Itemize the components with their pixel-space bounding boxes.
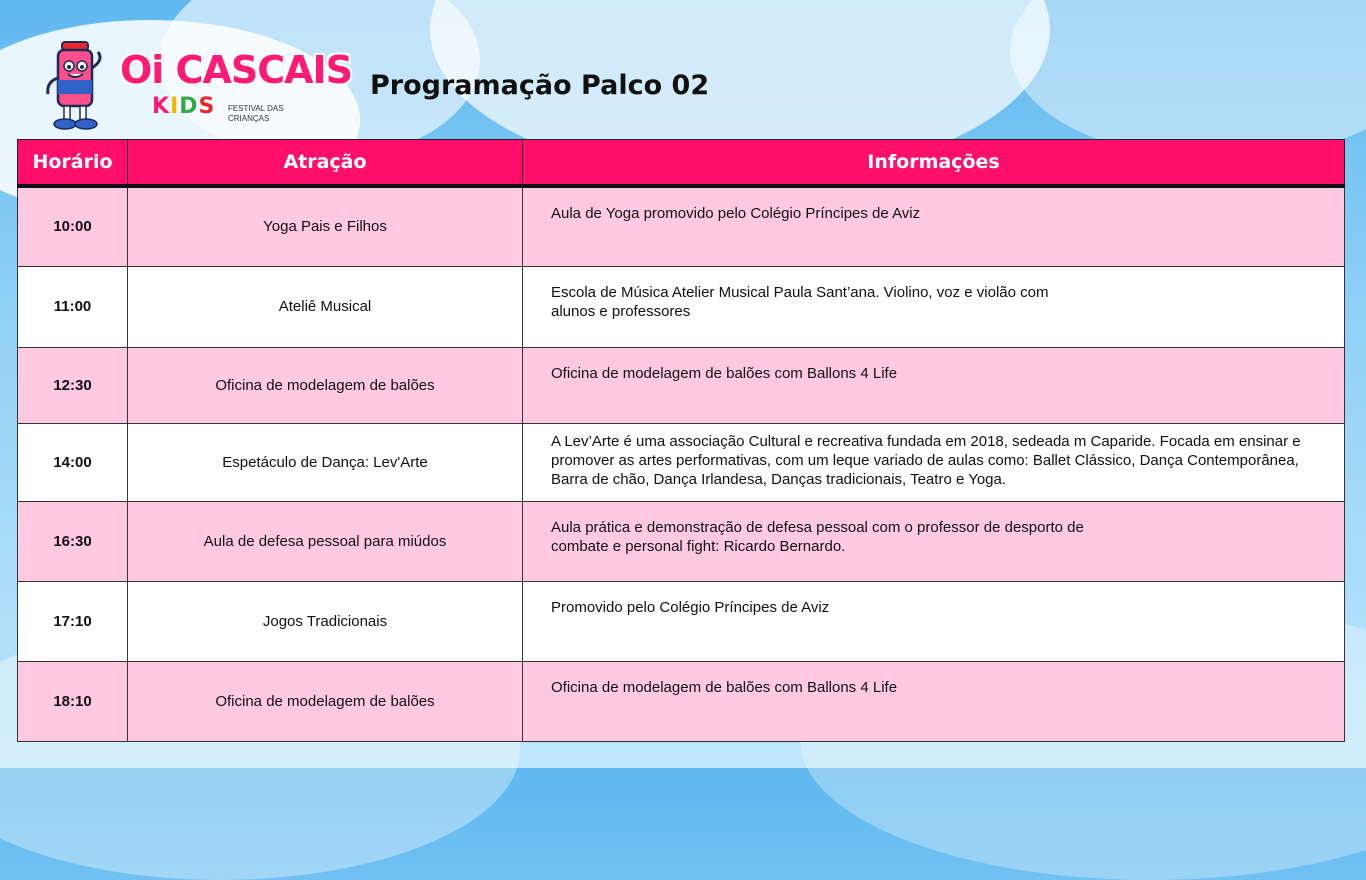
info-cell: Oficina de modelagem de balões com Ballons 4 Life bbox=[523, 347, 1345, 423]
attraction-cell: Jogos Tradicionais bbox=[128, 581, 523, 661]
table-row bbox=[18, 661, 1345, 741]
time-cell: 11:00 bbox=[18, 266, 128, 347]
cloud-decoration bbox=[1010, 0, 1366, 160]
attraction-cell: Oficina de modelagem de balões bbox=[128, 347, 523, 423]
info-cell: Promovido pelo Colégio Príncipes de Aviz bbox=[523, 581, 1345, 661]
header-info: Informações bbox=[523, 140, 1345, 187]
table-row bbox=[18, 501, 1345, 581]
table-row bbox=[18, 581, 1345, 661]
time-cell: 16:30 bbox=[18, 501, 128, 581]
time-cell: 10:00 bbox=[18, 186, 128, 266]
table-row bbox=[18, 347, 1345, 423]
header-attraction: Atração bbox=[128, 140, 523, 187]
time-cell: 18:10 bbox=[18, 661, 128, 741]
info-cell: Aula prática e demonstração de defesa pessoal com o professor de desporto de combate e personal fight: Ricardo Bernardo. bbox=[523, 501, 1345, 581]
attraction-cell: Oficina de modelagem de balões bbox=[128, 661, 523, 741]
schedule-table bbox=[17, 139, 1345, 742]
header-time: Horário bbox=[18, 140, 128, 187]
attraction-cell: Aula de defesa pessoal para miúdos bbox=[128, 501, 523, 581]
info-cell: A Lev’Arte é uma associação Cultural e recreativa fundada em 2018, sedeada m Caparide. Focada em ensinar e promover as artes performativas, com um leque variado de aulas como: Ballet Clássico, Dança Contemporânea, Barra de chão, Dança Irlandesa, Danças tradicionais, Teatro e Yoga. bbox=[523, 423, 1345, 501]
table-row bbox=[18, 266, 1345, 347]
brand-kids: KIDS bbox=[152, 94, 216, 119]
attraction-cell: Espetáculo de Dança: Lev'Arte bbox=[128, 423, 523, 501]
mascot-icon bbox=[40, 38, 110, 134]
info-cell: Oficina de modelagem de balões com Ballons 4 Life bbox=[523, 661, 1345, 741]
brand-name: Oi CASCAIS bbox=[120, 48, 353, 92]
table-row bbox=[18, 423, 1345, 501]
attraction-cell: Ateliê Musical bbox=[128, 266, 523, 347]
table-header-row bbox=[18, 140, 1345, 187]
time-cell: 12:30 bbox=[18, 347, 128, 423]
page-title: Programação Palco 02 bbox=[370, 70, 710, 101]
brand-subtitle: FESTIVAL DAS CRIANÇAS bbox=[228, 104, 284, 123]
table-row bbox=[18, 186, 1345, 266]
attraction-cell: Yoga Pais e Filhos bbox=[128, 186, 523, 266]
festival-logo bbox=[40, 38, 353, 134]
time-cell: 14:00 bbox=[18, 423, 128, 501]
info-cell: Escola de Música Atelier Musical Paula Sant’ana. Violino, voz e violão com alunos e professores bbox=[523, 266, 1345, 347]
time-cell: 17:10 bbox=[18, 581, 128, 661]
info-cell: Aula de Yoga promovido pelo Colégio Príncipes de Aviz bbox=[523, 186, 1345, 266]
